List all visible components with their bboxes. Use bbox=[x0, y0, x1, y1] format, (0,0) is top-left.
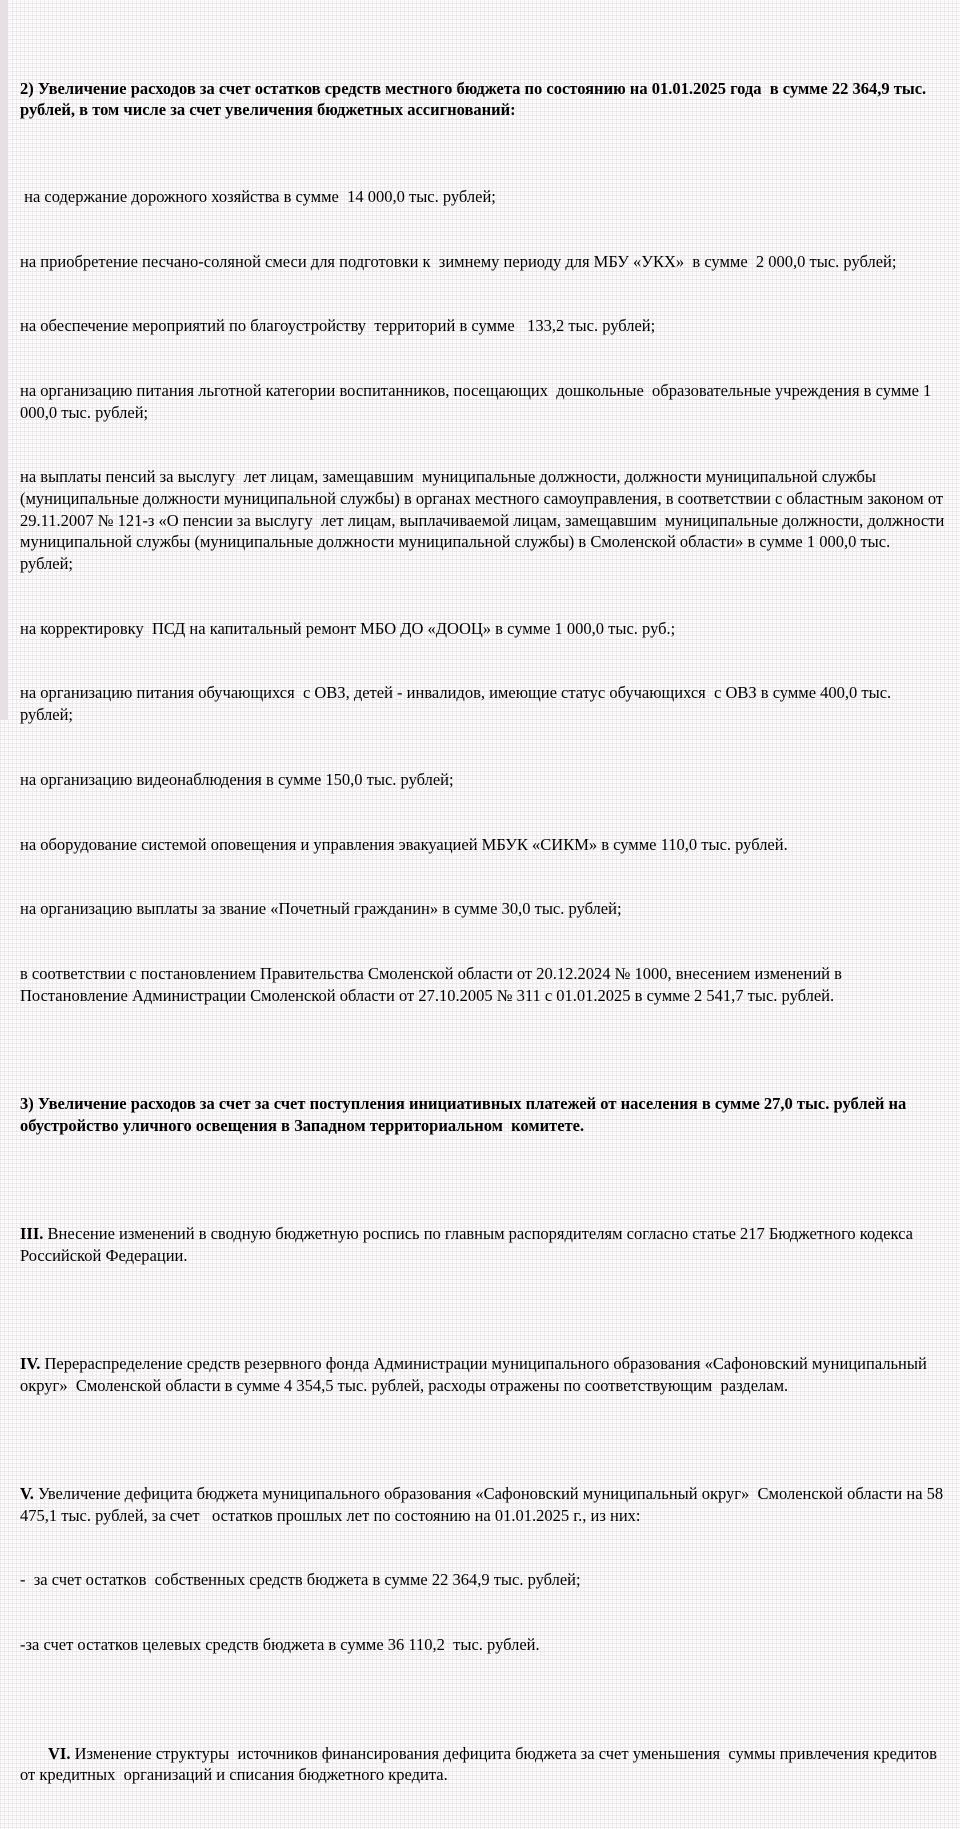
expense-item-evacuation-system: на оборудование системой оповещения и управления эвакуацией МБУК «СИКМ» в сумме 110,0 тыс. рублей. bbox=[20, 834, 788, 854]
section-VI-text: Изменение структуры источников финансирования дефицита бюджета за счет уменьшения суммы привлечения кредитов от кредитных организаций и списания бюджетного кредита. bbox=[20, 1743, 941, 1785]
section-VI-paragraph bbox=[20, 1743, 946, 1786]
expense-item-honorary-citizen: на организацию выплаты за звание «Почетный гражданин» в сумме 30,0 тыс. рублей; bbox=[20, 899, 622, 919]
expense-item-video-surveillance: на организацию видеонаблюдения в сумме 150,0 тыс. рублей; bbox=[20, 769, 454, 789]
section-V-text: Увеличение дефицита бюджета муниципального образования «Сафоновский муниципальный округ» Смоленской области на 58 475,1 тыс. рублей, за счет остатков прошлых лет по состоянию на 01.01.2025 г., из них: bbox=[20, 1484, 948, 1525]
section-2-heading: 2) Увеличение расходов за счет остатков средств местного бюджета по состоянию на 01.01.2025 года в сумме 22 364,9 тыс. рублей, в том числе за счет увеличения бюджетных ассигнований: bbox=[20, 78, 931, 120]
section-IV-numeral: IV. bbox=[20, 1354, 41, 1374]
section-III-text: Внесение изменений в сводную бюджетную роспись по главным распорядителям согласно статье 217 Бюджетного кодекса Российской Федерации. bbox=[20, 1224, 918, 1265]
deficit-item-target-funds: -за счет остатков целевых средств бюджета в сумме 36 110,2 тыс. рублей. bbox=[20, 1635, 540, 1655]
slide-body bbox=[20, 13, 949, 1829]
expense-item-psd-repair: на корректировку ПСД на капитальный ремонт МБО ДО «ДООЦ» в сумме 1 000,0 тыс. руб.; bbox=[20, 618, 676, 638]
expense-item-government-resolution: в соответствии с постановлением Правительства Смоленской области от 20.12.2024 № 1000, внесением изменений в Постановление Администрации Смоленской области от 27.10.2005 № 311 с 01.01.2025 в сумме 2 541,7 тыс. рублей. bbox=[20, 964, 847, 1005]
expense-item-sand-salt-mix: на приобретение песчано-соляной смеси для подготовки к зимнему периоду для МБУ «УКХ» в сумме 2 000,0 тыс. рублей; bbox=[20, 251, 897, 271]
expense-item-territory-improvement: на обеспечение мероприятий по благоустройству территорий в сумме 133,2 тыс. рублей; bbox=[20, 316, 656, 336]
section-IV-text: Перераспределение средств резервного фонда Администрации муниципального образования «Сафоновский муниципальный округ» Смоленской области в сумме 4 354,5 тыс. рублей, расходы отражены по соответствующим разделам. bbox=[20, 1354, 931, 1395]
expense-item-preschool-meals: на организацию питания льготной категории воспитанников, посещающих дошкольные образовательные учреждения в сумме 1 000,0 тыс. рублей; bbox=[20, 381, 936, 422]
slide-left-edge-strip bbox=[0, 0, 9, 720]
section-III-numeral: III. bbox=[20, 1224, 44, 1244]
section-III-paragraph bbox=[20, 1223, 946, 1266]
section-VI-numeral: VI. bbox=[48, 1743, 71, 1763]
expense-item-ovz-meals: на организацию питания обучающихся с ОВЗ, детей - инвалидов, имеющие статус обучающихся с ОВЗ в сумме 400,0 тыс. рублей; bbox=[20, 683, 896, 724]
expense-item-service-pensions: на выплаты пенсий за выслугу лет лицам, замещавшим муниципальные должности, должности муниципальной службы (муниципальные должности муниципальной службы) в органах местного самоуправления, в соответствии с областным законом от 29.11.2007 № 121-з «О пенсии за выслугу лет лицам, выплачиваемой лицам, замещавшим муниципальные должности, должности муниципальной службы (муниципальные должности муниципальной службы) в Смоленской области» в сумме 1 000,0 тыс. рублей; bbox=[20, 467, 949, 573]
section-3-heading: 3) Увеличение расходов за счет за счет поступления инициативных платежей от населения в сумме 27,0 тыс. рублей на обустройство уличного освещения в Западном территориальном комитете. bbox=[20, 1094, 911, 1135]
section-V-numeral: V. bbox=[20, 1484, 34, 1503]
expense-item-road-maintenance: на содержание дорожного хозяйства в сумме 14 000,0 тыс. рублей; bbox=[20, 186, 496, 206]
section-IV-paragraph bbox=[20, 1353, 946, 1396]
section-V-paragraph bbox=[20, 1483, 946, 1526]
deficit-item-own-funds: - за счет остатков собственных средств бюджета в сумме 22 364,9 тыс. рублей; bbox=[20, 1570, 581, 1590]
